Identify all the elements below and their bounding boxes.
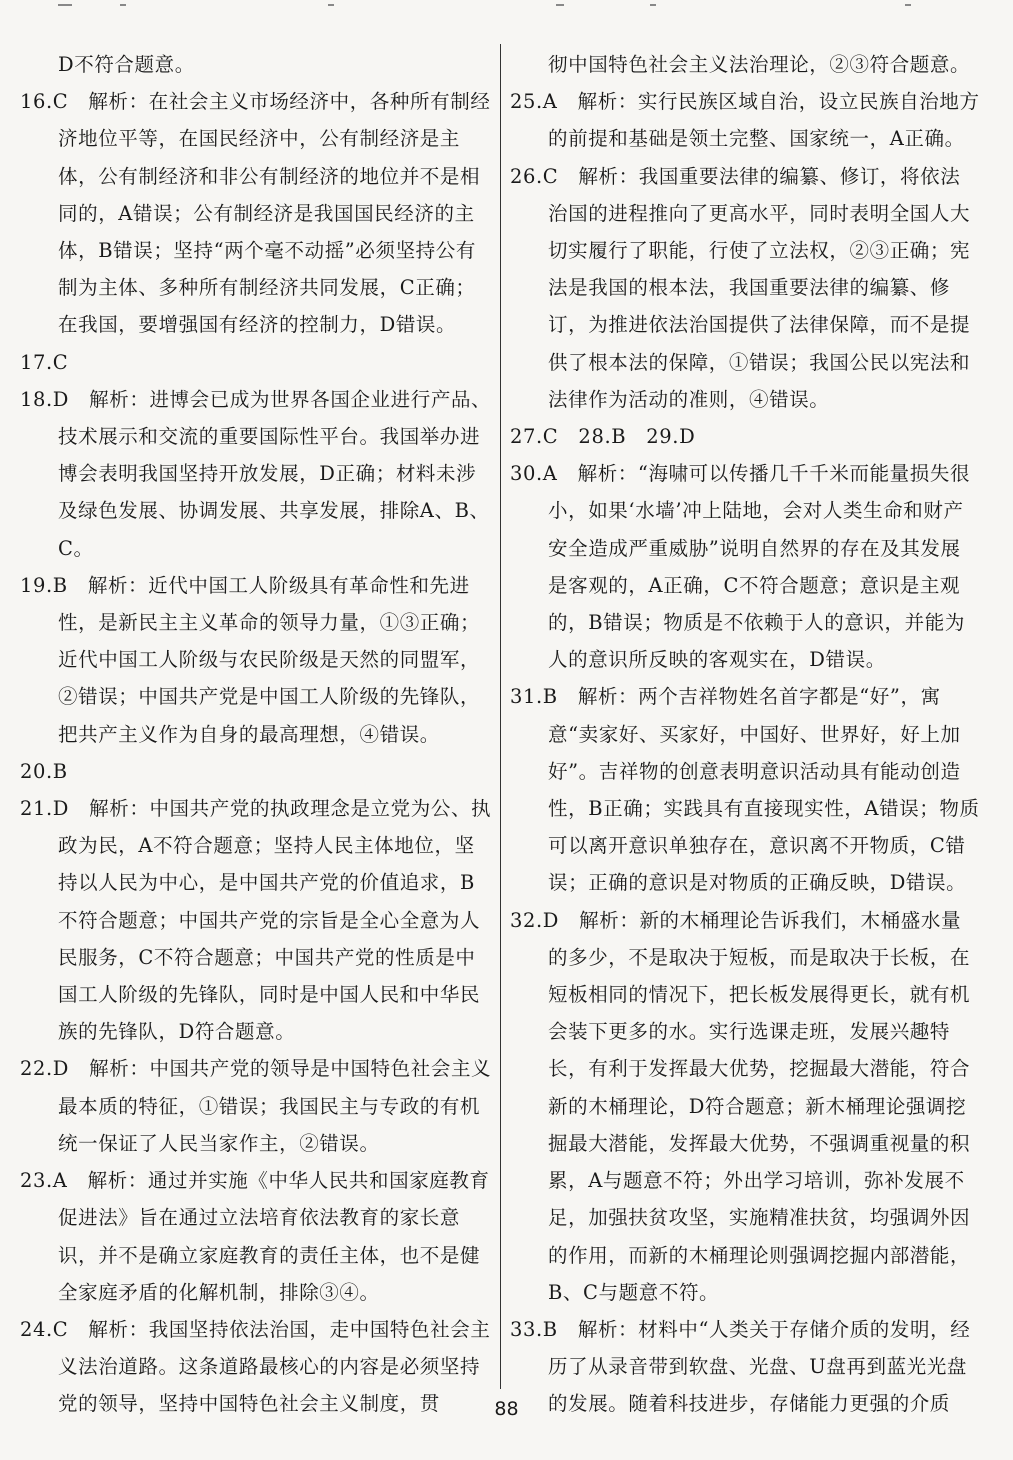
- column-divider: [500, 44, 501, 1389]
- answer-17: 17.C: [20, 350, 69, 374]
- answer-30: 30.A 解析：“海啸可以传播几千千米而能量损失很小，如果‘水墙’冲上陆地，会对人类生命和财产安全造成严重威胁”说明自然界的存在及其发展是客观的，A正确，C不符合题意；意识是主观的，B错误；物质是不依赖于人的意识，并能为人的意识所反映的客观实在，D错误。: [510, 462, 971, 672]
- answer-continuation: 彻中国特色社会主义法治理论，②③符合题意。: [548, 53, 971, 76]
- answer-25: 25.A 解析：实行民族区域自治，设立民族自治地方的前提和基础是领土完整、国家统一，A正确。: [510, 90, 980, 151]
- answer-33: 33.B 解析：材料中“人类关于存储介质的发明，经历了从录音带到软盘、光盘、U盘再到蓝光光盘的发展。随着科技进步，存储能力更强的介质: [510, 1317, 971, 1416]
- answer-27-29: 27.C 28.B 29.D: [510, 425, 696, 449]
- answer-21: 21.D 解析：中国共产党的执政理念是立党为公、执政为民，A不符合题意；坚持人民主体地位，坚持以人民为中心，是中国共产党的价值追求，B不符合题意；中国共产党的宗旨是全心全意为人民服务，C不符合题意；中国共产党的性质是中国工人阶级的先锋队，同时是中国人民和中华民族的先锋队，D符合题意。: [20, 797, 492, 1044]
- answer-31: 31.B 解析：两个吉祥物姓名首字都是“好”，寓意“卖家好、买家好，中国好、世界好，好上加好”。吉祥物的创意表明意识活动具有能动创造性，B正确；实践具有直接现实性，A错误；物质可以离开意识单独存在，意识离不开物质，C错误；正确的意识是对物质的正确反映，D错误。: [510, 685, 980, 895]
- right-column: [510, 46, 980, 1423]
- answer-32: 32.D 解析：新的木桶理论告诉我们，木桶盛水量的多少，不是取决于短板，而是取决于长板，在短板相同的情况下，把长板发展得更长，就有机会装下更多的水。实行选课走班，发展兴趣特长，有利于发挥最大优势，挖掘最大潜能，符合新的木桶理论，D符合题意；新木桶理论强调挖掘最大潜能，发挥最大优势，不强调重视量的积累，A与题意不符；外出学习培训，弥补发展不足，加强扶贫攻坚，实施精准扶贫，均强调外因的作用，而新的木桶理论则强调挖掘内部潜能，B、C与题意不符。: [510, 908, 971, 1304]
- answer-20: 20.B: [20, 759, 68, 783]
- answer-continuation: D不符合题意。: [58, 53, 195, 76]
- answer-18: 18.D 解析：进博会已成为世界各国企业进行产品、技术展示和交流的重要国际性平台。我国举办进博会表明我国坚持开放发展，D正确；材料未涉及绿色发展、协调发展、共享发展，排除A、B、C。: [20, 387, 492, 560]
- left-column: [20, 46, 492, 1423]
- crop-mark: [120, 4, 126, 6]
- answer-26: 26.C 解析：我国重要法律的编纂、修订，将依法治国的进程推向了更高水平，同时表明全国人大切实履行了职能，行使了立法权，②③正确；宪法是我国的根本法，我国重要法律的编纂、修订，为推进依法治国提供了法律保障，而不是提供了根本法的保障，①错误；我国公民以宪法和法律作为活动的准则，④错误。: [510, 164, 971, 411]
- answer-24: 24.C 解析：我国坚持依法治国，走中国特色社会主义法治道路。这条道路最核心的内容是必须坚持党的领导，坚持中国特色社会主义制度，贯: [20, 1317, 491, 1416]
- crop-mark: [328, 4, 334, 6]
- answer-22: 22.D 解析：中国共产党的领导是中国特色社会主义最本质的特征，①错误；我国民主与专政的有机统一保证了人民当家作主，②错误。: [20, 1057, 492, 1155]
- answer-23: 23.A 解析：通过并实施《中华人民共和国家庭教育促进法》旨在通过立法培育依法教育的家长意识，并不是确立家庭教育的责任主体，也不是健全家庭矛盾的化解机制，排除③④。: [20, 1169, 490, 1304]
- top-crop-marks: [0, 0, 1013, 12]
- answer-16: 16.C 解析：在社会主义市场经济中，各种所有制经济地位平等，在国民经济中，公有制经济是主体，公有制经济和非公有制经济的地位并不是相同的，A错误；公有制经济是我国国民经济的主体，B错误；坚持“两个毫不动摇”必须坚持公有制为主体、多种所有制经济共同发展，C正确；在我国，要增强国有经济的控制力，D错误。: [20, 90, 491, 337]
- answer-19: 19.B 解析：近代中国工人阶级具有革命性和先进性，是新民主主义革命的领导力量，①③正确；近代中国工人阶级与农民阶级是天然的同盟军，②错误；中国共产党是中国工人阶级的先锋队，把共产主义作为自身的最高理想，④错误。: [20, 573, 481, 746]
- page-number: 88: [494, 1398, 519, 1420]
- crop-mark: [58, 4, 72, 6]
- crop-mark: [905, 4, 911, 6]
- crop-mark: [650, 4, 656, 6]
- crop-mark: [556, 4, 564, 6]
